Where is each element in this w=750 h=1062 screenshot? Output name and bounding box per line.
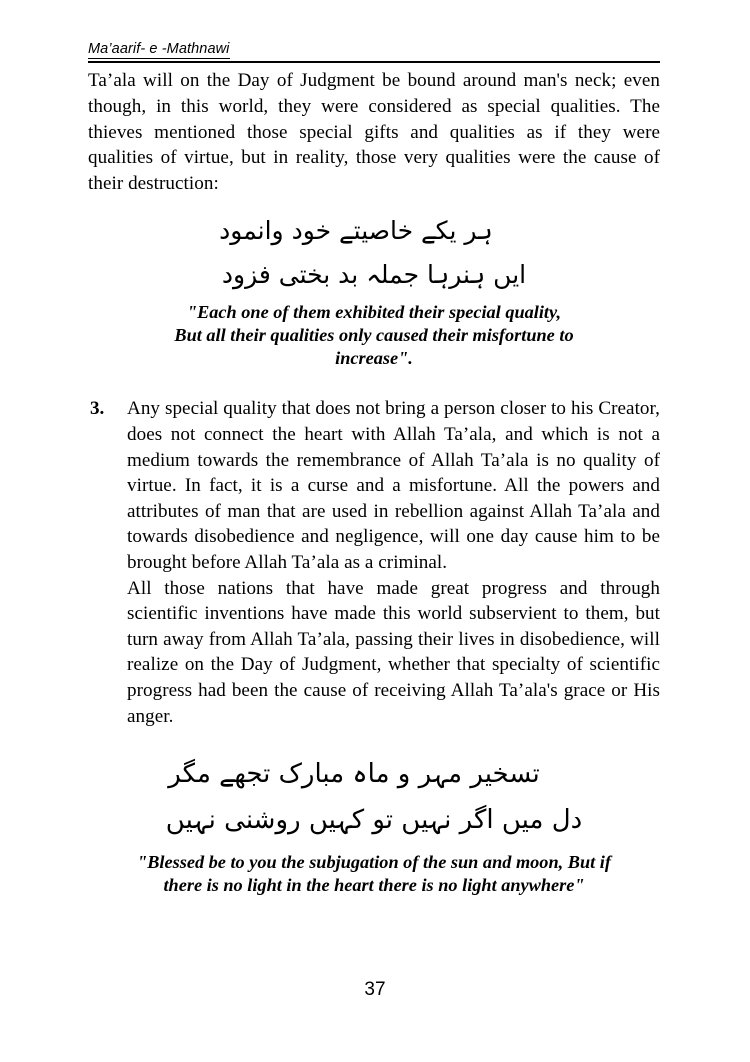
couplet-two-line-1: تسخیر مہر و ماہ مبارک تجھے مگر [168, 759, 540, 790]
couplet-one-translation [88, 301, 660, 370]
numbered-item-3-paragraph-1: Any special quality that does not bring a person closer to his Creator, does not connect the heart with Allah Ta’ala, and which is not a medium towards the remembrance of Allah Ta’ala is no quality of virtue. In fact, it is a curse and a misfortune. All the powers and attributes of man that are used in rebellion against Allah Ta’ala and towards disobedience and negligence, will one day cause him to be brought before Allah Ta’ala as a criminal. [127, 398, 660, 573]
couplet-one-line-1: ہر یکے خاصیتے خود وانمود [219, 216, 493, 246]
couplet-two-translation-line-1: "Blessed be to you the subjugation of the sun and moon, But if [137, 852, 611, 873]
couplet-two-translation [88, 851, 660, 897]
page-number: 37 [364, 979, 386, 1000]
numbered-item-3-paragraph-2: All those nations that have made great progress and through scientific inventions have made this world subservient to them, but turn away from Allah Ta’ala, passing their lives in disobedience, will realize on the Day of Judgment, whether that specialty of scientific progress had been the cause of receiving Allah Ta’ala's grace or His anger. [127, 577, 660, 727]
paragraph-continued: Ta’ala will on the Day of Judgment be bound around man's neck; even though, in this world, they were considered as special qualities. The thieves mentioned those special gifts and qualities as if they were qualities of virtue, but in reality, those very qualities were the cause of their destruction: [88, 70, 660, 194]
couplet-one-translation-line-2: But all their qualities only caused their misfortune to [174, 325, 574, 346]
header-divider-rule [88, 61, 660, 63]
numbered-item-3-marker: 3. [90, 398, 105, 420]
page-content [88, 42, 660, 897]
couplet-one-line-2: ایں ہنرہا جملہ بد بختی فزود [221, 260, 527, 290]
couplet-two [88, 751, 660, 843]
couplet-one [88, 209, 660, 297]
couplet-one-translation-line-1: "Each one of them exhibited their special quality, [186, 302, 562, 323]
couplet-two-line-2: دل میں اگر نہیں تو کہیں روشنی نہیں [165, 805, 583, 836]
couplet-two-translation-line-2: there is no light in the heart there is no light anywhere" [163, 875, 585, 896]
numbered-item-3 [88, 396, 660, 729]
running-header [88, 42, 660, 59]
couplet-one-translation-line-3: increase". [335, 348, 413, 369]
running-header-title: Ma’aarif- e -Mathnawi [88, 42, 230, 59]
